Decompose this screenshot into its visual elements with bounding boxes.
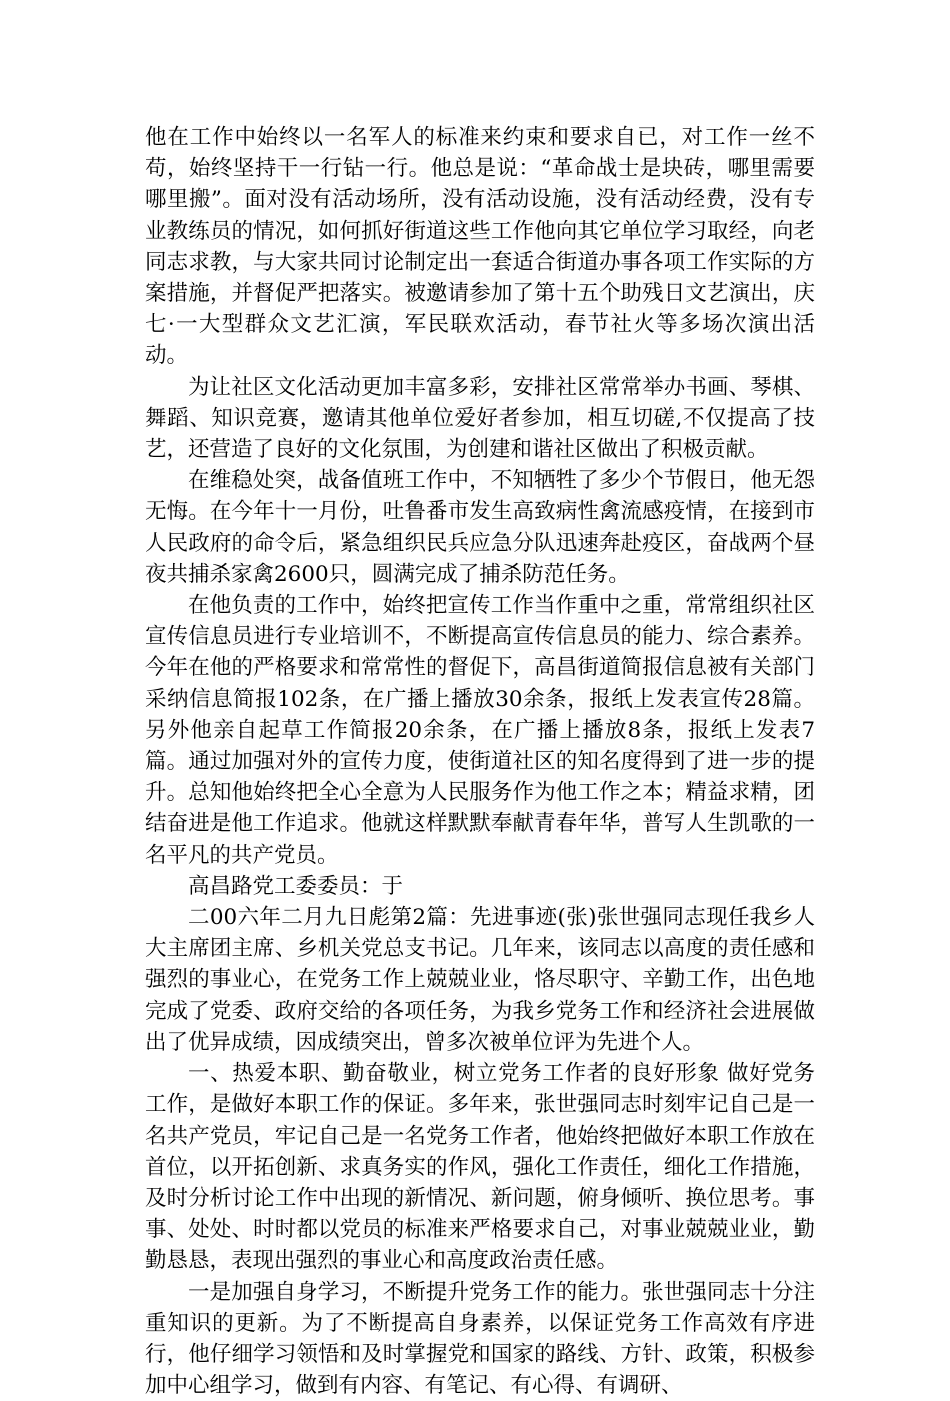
paragraph-3: 在维稳处突，战备值班工作中，不知牺牲了多少个节假日，他无怨无悔。在今年十一月份，吐鲁番市发生高致病性禽流感疫情，在接到市人民政府的命令后，紧急组织民兵应急分队迅速奔赴疫区，奋战两个昼夜共捕杀家禽2600只，圆满完成了捕杀防范任务。 [145,468,815,587]
paragraph-5: 二00六年二月九日彪第2篇：先进事迹(张)张世强同志现任我乡人大主席团主席、乡机关党总支书记。几年来，该同志以高度的责任感和强烈的事业心，在党务工作上兢兢业业，恪尽职守、辛勤工作，出色地完成了党委、政府交给的各项任务，为我乡党务工作和经济社会进展做出了优异成绩，因成绩突出，曾多次被单位评为先进个人。 [145,905,815,1055]
paragraph-4: 在他负责的工作中，始终把宣传工作当作重中之重，常常组织社区宣传信息员进行专业培训不，不断提高宣传信息员的能力、综合素养。今年在他的严格要求和常常性的督促下，高昌街道简报信息被有关部门采纳信息简报102条，在广播上播放30余条，报纸上发表宣传28篇。另外他亲自起草工作简报20余条，在广播上播放8条，报纸上发表7篇。通过加强对外的宣传力度，使街道社区的知名度得到了进一步的提升。总知他始终把全心全意为人民服务作为他工作之本；精益求精，团结奋进是他工作追求。他就这样默默奉献青春年华，普写人生凯歌的一名平凡的共产党员。 [145,593,815,868]
paragraph-2: 为让社区文化活动更加丰富多彩，安排社区常常举办书画、琴棋、舞蹈、知识竞赛，邀请其他单位爱好者参加，相互切磋,不仅提高了技艺，还营造了良好的文化氛围，为创建和谐社区做出了积极贡献。 [145,374,815,463]
signature-line: 高昌路党工委委员：于 [188,873,404,899]
paragraph-1: 他在工作中始终以一名军人的标准来约束和要求自已，对工作一丝不苟，始终坚持干一行钻一行。他总是说：“革命战士是块砖，哪里需要哪里搬”。面对没有活动场所，没有活动设施，没有活动经费，没有专业教练员的情况，如何抓好街道这些工作他向其它单位学习取经，向老同志求教，与大家共同讨论制定出一套适合街道办事各项工作实际的方案措施，并督促严把落实。被邀请参加了第十五个助残日文艺演出，庆七·一大型群众文艺汇演，军民联欢活动，春节社火等多场次演出活动。 [145,125,815,369]
document-body [145,122,815,1401]
paragraph-6: 一、热爱本职、勤奋敬业，树立党务工作者的良好形象 做好党务工作，是做好本职工作的保证。多年来，张世强同志时刻牢记自己是一名共产党员，牢记自己是一名党务工作者，他始终把做好本职工作放在首位，以开拓创新、求真务实的作风，强化工作责任，细化工作措施，及时分析讨论工作中出现的新情况、新问题，俯身倾听、换位思考。事事、处处、时时都以党员的标准来严格要求自己，对事业兢兢业业，勤勤恳恳，表现出强烈的事业心和高度政治责任感。 [145,1061,815,1274]
paragraph-7: 一是加强自身学习，不断提升党务工作的能力。张世强同志十分注重知识的更新。为了不断提高自身素养，以保证党务工作高效有序进行，他仔细学习领悟和及时掌握党和国家的路线、方针、政策，积极参加中心组学习，做到有内容、有笔记、有心得、有调研、 [145,1279,815,1399]
